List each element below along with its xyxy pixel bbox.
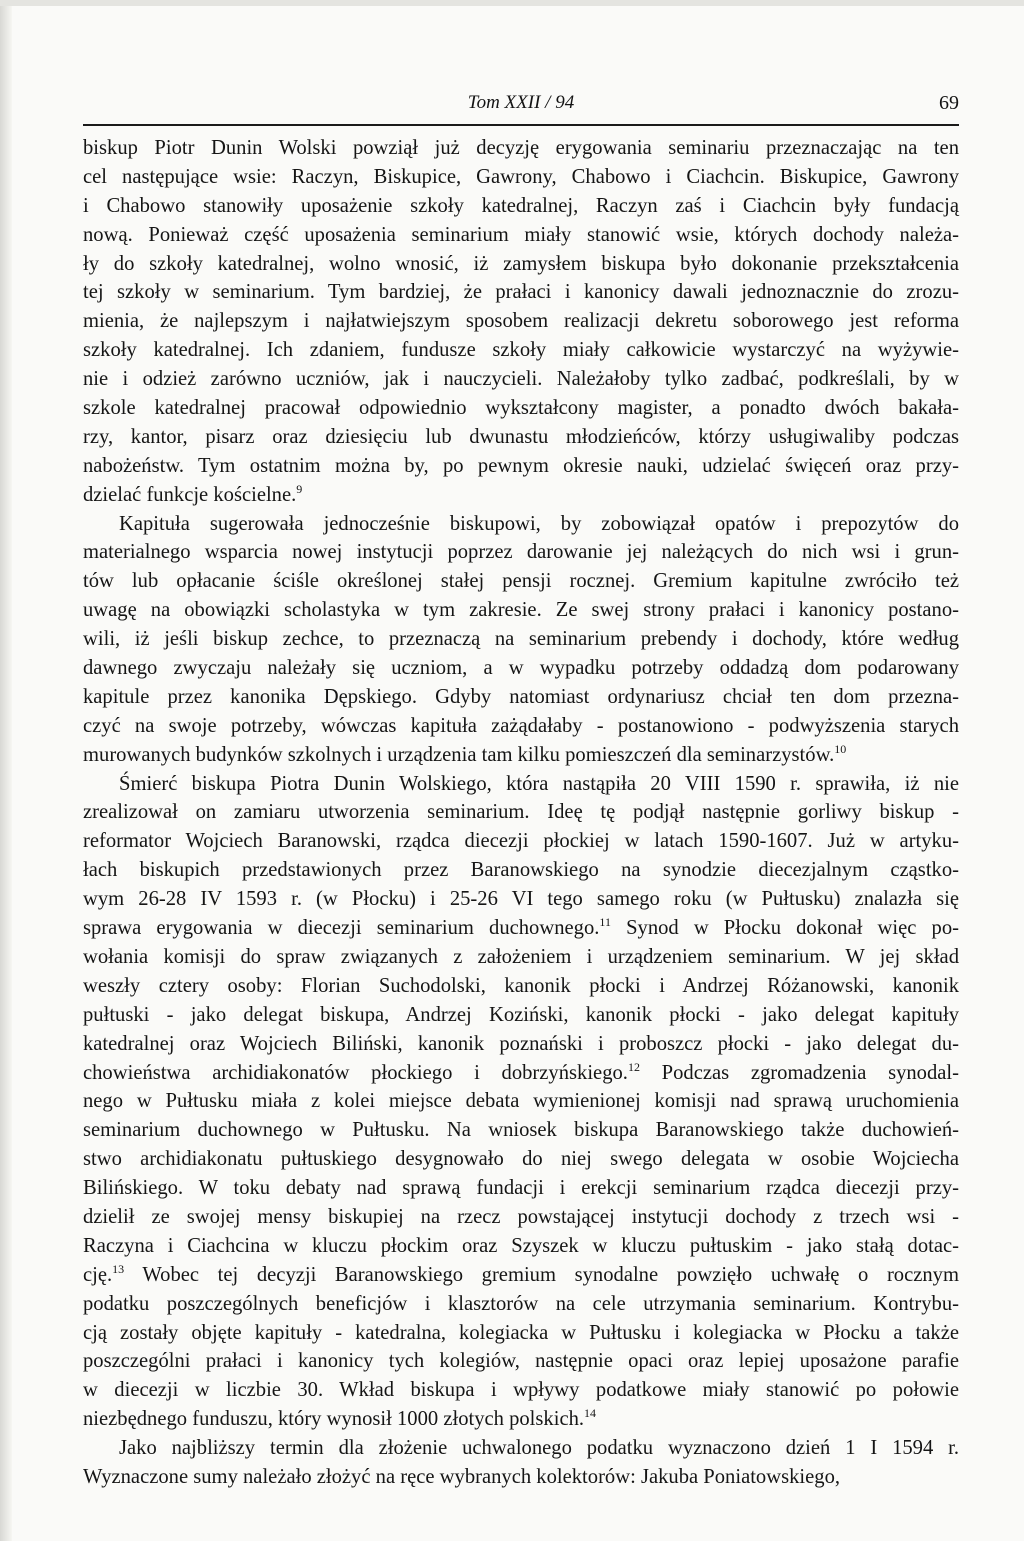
text-line xyxy=(83,914,959,943)
line-text-continued: Wobec tej decyzji Baranowskiego gremium synodalne powzięło uchwałę o rocznym xyxy=(124,1263,959,1286)
text-line xyxy=(83,625,959,654)
line-text: dawnego zwyczaju należały się uczniom, a w wypadku potrzeby oddadzą dom podarowany xyxy=(83,657,959,680)
text-line xyxy=(83,741,959,770)
text-line xyxy=(83,278,959,307)
text-line xyxy=(83,683,959,712)
line-text: stwo archidiakonatu pułtuskiego desygnowało do niej swego delegata w osobie Wojciecha xyxy=(83,1148,959,1171)
paragraph xyxy=(83,134,959,510)
line-text: podatku poszczególnych beneficjów i klasztorów na cele utrzymania seminarium. Kontrybu- xyxy=(83,1292,959,1315)
line-text: tów lub opłacanie ściśle określonej stałej pensji rocznej. Gremium kapitulne zwróciło też xyxy=(83,570,959,593)
text-line xyxy=(83,134,959,163)
line-text: uwagę na obowiązki scholastyka w tym zakresie. Ze swej strony prałaci i kanonicy postano- xyxy=(83,599,959,622)
line-text: kapitule przez kanonika Dępskiego. Gdyby natomiast ordynariusz chciał ten dom przezna- xyxy=(83,685,959,708)
line-text: nową. Ponieważ część uposażenia seminarium miały stanowić wsie, których dochody należa- xyxy=(83,223,959,246)
line-text: chowieństwa archidiakonatów płockiego i dobrzyńskiego. xyxy=(83,1061,628,1084)
text-line xyxy=(83,827,959,856)
text-line xyxy=(83,510,959,539)
text-line xyxy=(83,365,959,394)
text-line xyxy=(83,770,959,799)
line-text: seminarium duchownego w Pułtusku. Na wniosek biskupa Baranowskiego także duchowień- xyxy=(83,1119,959,1142)
line-text: cję. xyxy=(83,1263,113,1286)
line-text: niezbędnego funduszu, który wynosił 1000 złotych polskich. xyxy=(83,1408,585,1431)
footnote-ref: 13 xyxy=(112,1261,125,1276)
line-text: materialnego wsparcia nowej instytucji poprzez darowanie jej należących do nich wsi i grun- xyxy=(83,541,959,564)
line-text: wym 26-28 IV 1593 r. (w Płocku) i 25-26 VI tego samego roku (w Pułtusku) znalazła się xyxy=(83,888,959,911)
text-line xyxy=(83,654,959,683)
line-text: wili, iż jeśli biskup zechce, to przeznaczą na seminarium prebendy i dochody, które według xyxy=(83,628,959,651)
body-text xyxy=(83,134,959,1492)
line-text: nego w Pułtusku miała z kolei miejsce debata wymienionej komisji nad sprawą uruchomienia xyxy=(83,1090,959,1113)
line-text: szkole katedralnej pracował odpowiednio wykształcony magister, a ponadto dwóch bakała- xyxy=(83,397,959,420)
text-line xyxy=(83,596,959,625)
text-line xyxy=(83,163,959,192)
line-text: mienia, że najlepszym i najłatwiejszym sposobem realizacji dekretu soborowego jest reforma xyxy=(83,310,959,333)
page-top-edge xyxy=(0,0,1024,6)
text-line xyxy=(83,221,959,250)
text-line xyxy=(83,481,959,510)
line-text-continued: Synod w Płocku dokonał więc po- xyxy=(610,917,959,940)
paragraph xyxy=(83,770,959,1434)
text-line xyxy=(83,250,959,279)
text-line xyxy=(83,1030,959,1059)
running-header xyxy=(83,92,959,122)
line-text: dzielać funkcje kościelne. xyxy=(83,483,297,506)
text-line xyxy=(83,1347,959,1376)
line-text: czyć na swoje potrzeby, wówczas kapituła zażądałaby - postanowiono - podwyższenia starych xyxy=(83,714,959,737)
text-line xyxy=(83,1203,959,1232)
line-text: i Chabowo stanowiły uposażenie szkoły katedralnej, Raczyn zaś i Ciachcin były fundacją xyxy=(83,194,959,217)
text-line xyxy=(83,1174,959,1203)
line-text: reformator Wojciech Baranowski, rządca diecezji płockiej w latach 1590-1607. Już w artyku- xyxy=(83,830,959,853)
line-text: rzy, kantor, pisarz oraz dziesięciu lub dwunastu młodzieńców, którzy usługiwaliby podczas xyxy=(83,425,959,448)
line-text: Jako najbliższy termin dla złożenie uchwalonego podatku wyznaczono dzień 1 I 1594 r. xyxy=(119,1437,959,1460)
running-title: Tom XXII / 94 xyxy=(467,92,575,113)
text-line xyxy=(83,1001,959,1030)
line-text: murowanych budynków szkolnych i urządzenia tam kilku pomieszczeń dla seminarzystów. xyxy=(83,743,835,766)
text-line xyxy=(83,1145,959,1174)
page-number: 69 xyxy=(939,92,959,114)
text-line xyxy=(83,1087,959,1116)
text-line xyxy=(83,1261,959,1290)
line-text: łach biskupich przedstawionych przez Baranowskiego na synodzie diecezjalnym cząstko- xyxy=(83,859,959,882)
line-text: katedralnej oraz Wojciech Biliński, kanonik poznański i proboszcz płocki - jako delegat du- xyxy=(83,1032,959,1055)
footnote-ref: 12 xyxy=(627,1059,640,1074)
line-text: zrealizował on zamiaru utworzenia seminarium. Ideę tę podjął następnie gorliwy biskup - xyxy=(83,801,959,824)
text-line xyxy=(83,1434,959,1463)
line-text: tej szkoły w seminarium. Tym bardziej, że prałaci i kanonicy dawali jednoznacznie do zrozu- xyxy=(83,281,959,304)
text-line xyxy=(83,856,959,885)
paragraph xyxy=(83,510,959,770)
text-line xyxy=(83,1290,959,1319)
footnote-ref: 11 xyxy=(599,915,611,930)
line-text-continued: Podczas zgromadzenia synodal- xyxy=(639,1061,959,1084)
text-line xyxy=(83,1116,959,1145)
line-text: w diecezji w liczbie 30. Wkład biskupa i wpływy podatkowe miały stanowić po połowie xyxy=(83,1379,959,1402)
line-text: Raczyna i Ciachcina w kluczu płockim oraz Szyszek w kluczu pułtuskim - jako stałą dotac- xyxy=(83,1234,959,1257)
line-text: ły do szkoły katedralnej, wolno wnosić, iż zamysłem biskupa było dokonanie przekształcenia xyxy=(83,252,959,275)
text-line xyxy=(83,452,959,481)
text-line xyxy=(83,307,959,336)
footnote-ref: 14 xyxy=(584,1406,597,1421)
line-text: cel następujące wsie: Raczyn, Biskupice, Gawrony, Chabowo i Ciachcin. Biskupice, Gawrony xyxy=(83,165,959,188)
text-line xyxy=(83,798,959,827)
footnote-ref: 10 xyxy=(834,741,847,756)
line-text: biskup Piotr Dunin Wolski powziął już decyzję erygowania seminariu przeznaczając na ten xyxy=(83,137,959,159)
text-line xyxy=(83,1463,959,1492)
text-line xyxy=(83,1405,959,1434)
text-line xyxy=(83,1232,959,1261)
line-text: weszły cztery osoby: Florian Suchodolski, kanonik płocki i Andrzej Różanowski, kanonik xyxy=(83,974,959,997)
text-line xyxy=(83,336,959,365)
line-text: Kapituła sugerowała jednocześnie biskupowi, by zobowiązał opatów i prepozytów do xyxy=(119,512,959,535)
line-text: szkoły katedralnej. Ich zdaniem, fundusze szkoły miały całkowicie wystarczyć na wyżywie- xyxy=(83,339,959,362)
text-line xyxy=(83,712,959,741)
line-text: nabożeństw. Tym ostatnim można by, po pewnym okresie nauki, udzielać święceń oraz przy- xyxy=(83,454,959,477)
line-text: nie i odzież zarówno uczniów, jak i nauczycieli. Należałoby tylko zadbać, podkreślali, by w xyxy=(83,368,959,391)
line-text: poszczególni prałaci i kanonicy tych kolegiów, następnie opaci oraz lepiej uposażone parafie xyxy=(83,1350,959,1373)
text-line xyxy=(83,1059,959,1088)
line-text: Śmierć biskupa Piotra Dunin Wolskiego, która nastąpiła 20 VIII 1590 r. sprawiła, iż nie xyxy=(119,772,959,795)
text-line xyxy=(83,538,959,567)
line-text: Bilińskiego. W toku debaty nad sprawą fundacji i erekcji seminarium rządca diecezji przy- xyxy=(83,1177,959,1200)
text-line xyxy=(83,1376,959,1405)
text-line xyxy=(83,567,959,596)
paragraph xyxy=(83,1434,959,1492)
text-line xyxy=(83,1319,959,1348)
footnote-ref: 9 xyxy=(296,481,303,496)
line-text: dzielił ze swojej mensy biskupiej na rzecz powstającej instytucji dochody z trzech wsi - xyxy=(83,1205,959,1228)
line-text: pułtuski - jako delegat biskupa, Andrzej Koziński, kanonik płocki - jako delegat kapituły xyxy=(83,1003,959,1026)
page-binding-shadow xyxy=(0,0,12,1541)
text-line xyxy=(83,192,959,221)
text-line xyxy=(83,972,959,1001)
line-text: sprawa erygowania w diecezji seminarium duchownego. xyxy=(83,917,600,940)
line-text: wołania komisji do spraw związanych z założeniem i urządzeniem seminarium. W jej skład xyxy=(83,945,959,968)
line-text: Wyznaczone sumy należało złożyć na ręce wybranych kolektorów: Jakuba Poniatowskiego, xyxy=(83,1465,841,1488)
text-line xyxy=(83,394,959,423)
text-line xyxy=(83,943,959,972)
header-rule xyxy=(83,124,959,126)
line-text: cją zostały objęte kapituły - katedralna, kolegiacka w Pułtusku i kolegiacka w Płocku a także xyxy=(83,1321,959,1344)
text-line xyxy=(83,885,959,914)
text-line xyxy=(83,423,959,452)
